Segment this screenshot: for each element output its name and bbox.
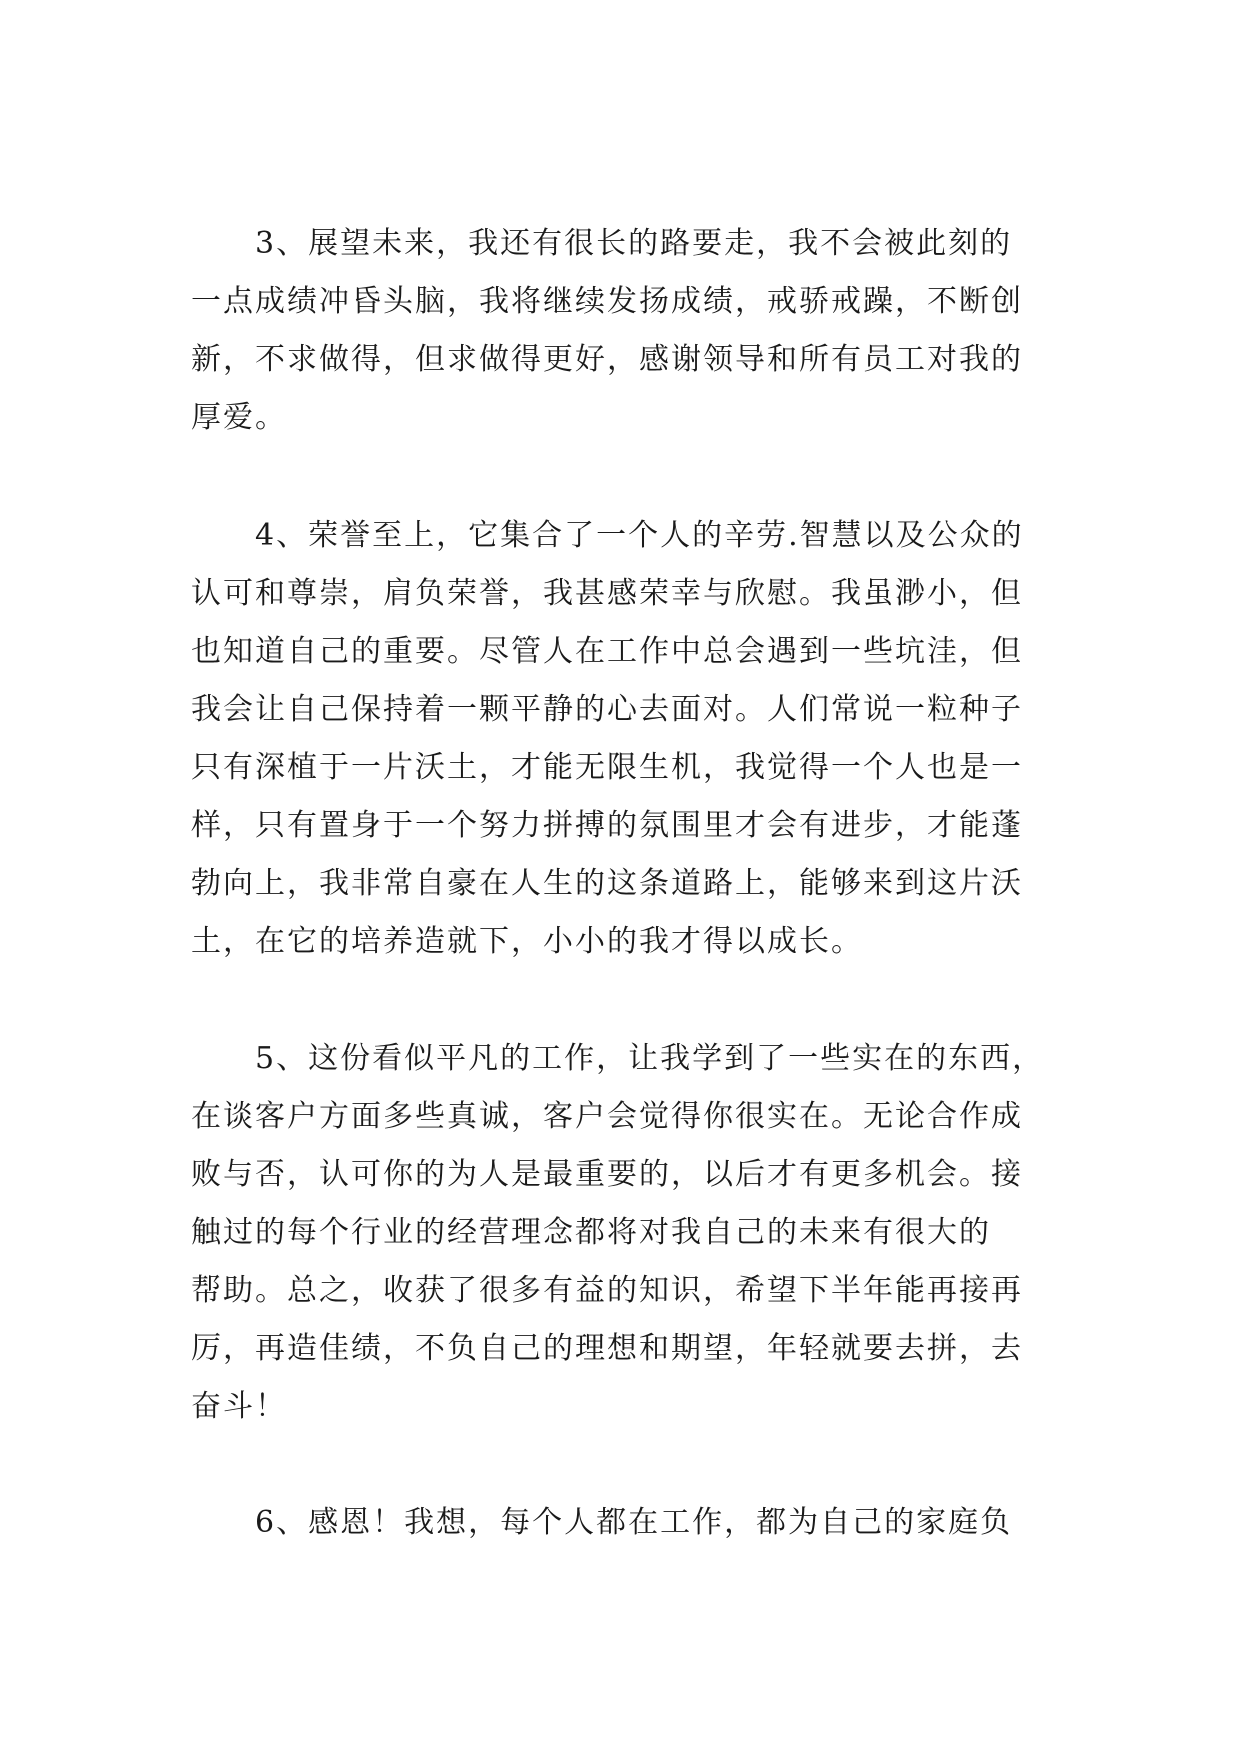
paragraph-3 xyxy=(191,215,1061,447)
text-line: 认可和尊崇，肩负荣誉，我甚感荣幸与欣慰。我虽渺小，但 xyxy=(191,576,1023,611)
text-line: 我会让自己保持着一颗平静的心去面对。人们常说一粒种子 xyxy=(191,692,1023,727)
paragraph-6 xyxy=(191,1494,1061,1552)
text-line: 奋斗！ xyxy=(191,1389,287,1424)
text-line: 样，只有置身于一个努力拼搏的氛围里才会有进步，才能蓬 xyxy=(191,808,1023,843)
text-line: 土，在它的培养造就下，小小的我才得以成长。 xyxy=(191,924,863,959)
text-line: 5、这份看似平凡的工作，让我学到了一些实在的东西， xyxy=(191,1041,1045,1076)
text-line: 4、荣誉至上，它集合了一个人的辛劳.智慧以及公众的 xyxy=(191,518,1024,553)
text-line: 勃向上，我非常自豪在人生的这条道路上，能够来到这片沃 xyxy=(191,866,1023,901)
text-line: 也知道自己的重要。尽管人在工作中总会遇到一些坑洼，但 xyxy=(191,634,1023,669)
text-line: 只有深植于一片沃土，才能无限生机，我觉得一个人也是一 xyxy=(191,750,1023,785)
text-line: 厉，再造佳绩，不负自己的理想和期望，年轻就要去拼，去 xyxy=(191,1331,1023,1366)
text-line: 新，不求做得，但求做得更好，感谢领导和所有员工对我的 xyxy=(191,342,1023,377)
paragraph-5 xyxy=(191,1030,1061,1436)
paragraph-4 xyxy=(191,507,1061,971)
text-line: 厚爱。 xyxy=(191,400,287,435)
text-line: 败与否，认可你的为人是最重要的，以后才有更多机会。接 xyxy=(191,1157,1023,1192)
text-line: 6、感恩！我想，每个人都在工作，都为自己的家庭负 xyxy=(191,1505,1013,1540)
text-line: 3、展望未来，我还有很长的路要走，我不会被此刻的 xyxy=(191,226,1013,261)
text-line: 在谈客户方面多些真诚，客户会觉得你很实在。无论合作成 xyxy=(191,1099,1023,1134)
text-line: 帮助。总之，收获了很多有益的知识，希望下半年能再接再 xyxy=(191,1273,1023,1308)
text-line: 一点成绩冲昏头脑，我将继续发扬成绩，戒骄戒躁，不断创 xyxy=(191,284,1023,319)
text-line: 触过的每个行业的经营理念都将对我自己的未来有很大的 xyxy=(191,1215,991,1250)
